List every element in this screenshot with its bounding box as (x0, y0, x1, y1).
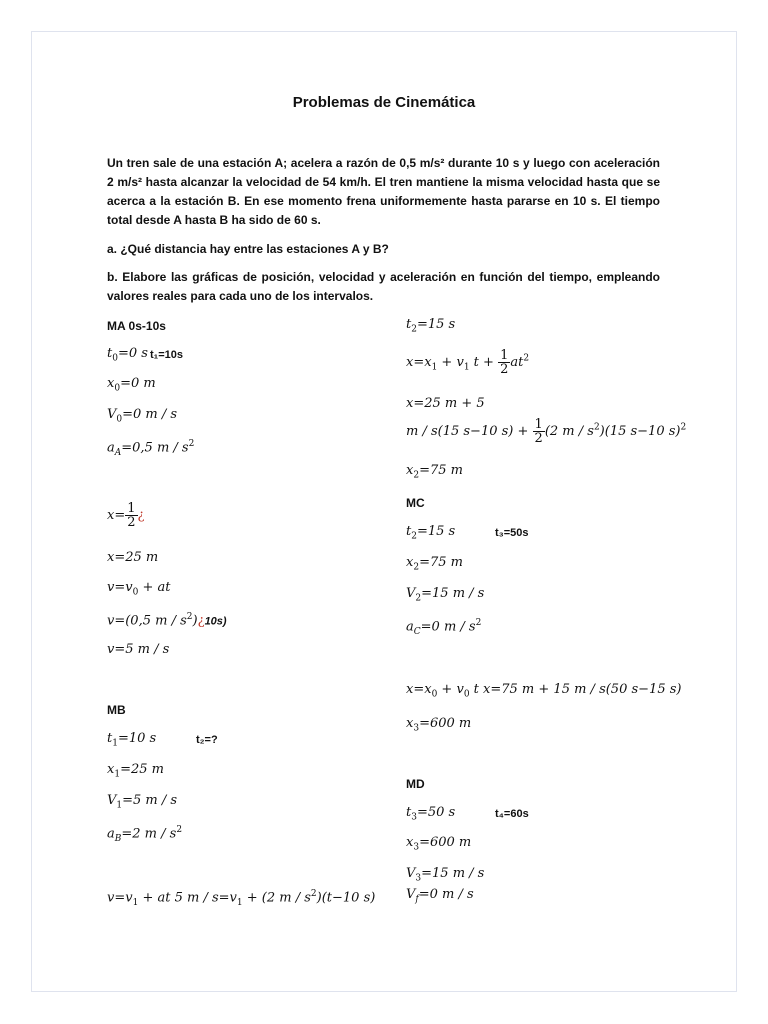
eq-x1: $x_1=25$ m (107, 762, 164, 780)
eq-Vf: $V_f=0$ m / s (406, 887, 474, 905)
eq-v-subst: v=(0,5 m / $s^2)¿10s$) (107, 612, 227, 629)
page-title: Problemas de Cinemática (292, 94, 476, 111)
eq-x-25: x=25 m (107, 550, 159, 565)
eq-v-tail: 10s) (204, 615, 227, 628)
question-a: a. ¿Qué distancia hay entre las estaciones A y B? (107, 242, 389, 256)
eq-x-subst-1: x=25 m + 5 (406, 396, 485, 411)
note-t3: t₃=50s (495, 527, 529, 539)
eq-V1: $V_1=5$ m / s (107, 793, 178, 811)
section-md-header: MD (406, 777, 425, 791)
eq-t0: $t_0=0$ s (107, 346, 148, 364)
unknown-mark: ¿ (137, 508, 145, 523)
note-t4: t₄=60s (495, 808, 529, 820)
problem-statement: Un tren sale de una estación A; acelera a razón de 0,5 m/s² durante 10 s y luego con aceleración 2 m/s² hasta alcanzar la velocidad de 54 km/h. El tren mantiene la misma velocidad hasta que se acerca a la estación B. En ese momento frena uniformemente hasta pararse en 10 s. El tiempo total desde A hasta B ha sido de 60 s. (107, 156, 660, 227)
eq-V3: $V_3=15$ m / s (406, 866, 485, 884)
eq-aA: $a_A=0,5$ m / $s^2$ (107, 439, 195, 458)
eq-x3-600: $x_3=600$ m (406, 716, 472, 734)
eq-aC: $a_C=0$ m / $s^2$ (406, 618, 482, 637)
question-b: b. Elabore las gráficas de posición, velocidad y aceleración en función del tiempo, empleando valores reales para cada uno de los intervalos. (107, 270, 660, 303)
note-t2: t₂=? (196, 734, 218, 746)
eq-t3: $t_3=50$ s (406, 805, 456, 823)
eq-x0: $x_0=0$ m (107, 376, 156, 394)
eq-v-v0-at: $v=v_0$ + at (107, 580, 171, 598)
eq-x-subst-2: m / s(15 s−10 s) + $\frac{1}{2}$ (2 m / $s^2)(15$ s−10 s)$^2$ (406, 417, 687, 446)
eq-v-mb: $v=v_1$ + at 5 $m / s=v_1 + (2$ $m / s^2)(t-10$ s) (107, 889, 376, 908)
eq-x2-75: $x_2=75$ m (406, 463, 463, 481)
eq-x3-md: $x_3=600$ m (406, 835, 472, 853)
note-t1: t₁=10s (150, 349, 183, 361)
eq-x-formula: $x=x_1 + v_1$ t + $\frac{1}{2}$ $at^2$ (406, 348, 530, 377)
eq-t1: $t_1=10$ s (107, 731, 157, 749)
section-mc-header: MC (406, 496, 425, 510)
eq-x-half: x= $\frac{1}{2}$ ¿ (107, 501, 145, 530)
eq-V2: $V_2=15$ m / s (406, 586, 485, 604)
eq-t2: $t_2=15$ s (406, 317, 456, 335)
eq-v-5: v=5 m / s (107, 642, 170, 657)
eq-v0: $V_0=0$ m / s (107, 407, 178, 425)
eq-x2-mc: $x_2=75$ m (406, 555, 463, 573)
eq-x-mc: $x=x_0 + v_0$ t x=75 m + 15 m / s(50 s−15 s) (406, 682, 682, 700)
eq-aB: $a_B=2$ m / $s^2$ (107, 825, 183, 844)
eq-t2-mc: $t_2=15$ s (406, 524, 456, 542)
section-ma-header: MA 0s-10s (107, 319, 166, 333)
section-mb-header: MB (107, 703, 126, 717)
